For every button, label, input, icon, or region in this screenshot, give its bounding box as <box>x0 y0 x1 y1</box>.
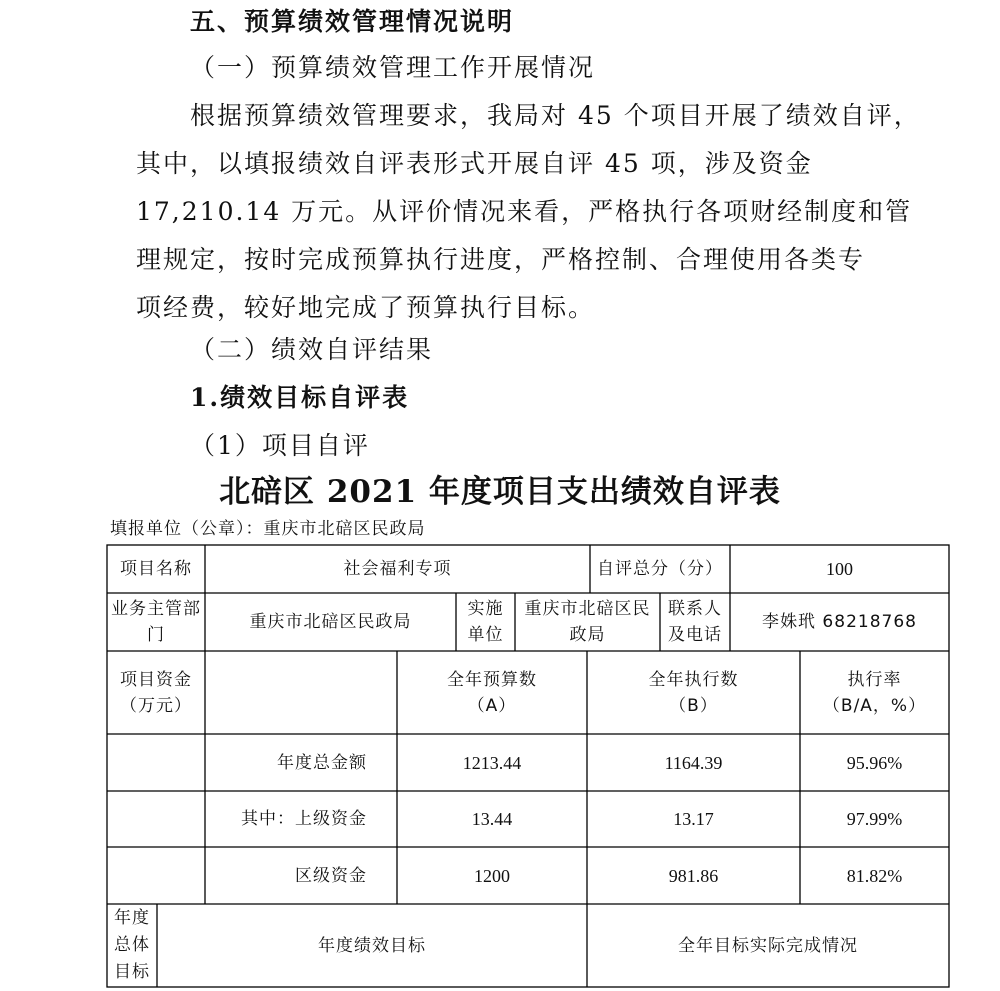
done-column-header: 全年目标实际完成情况 <box>678 935 858 956</box>
filing-unit: 填报单位（公章）：重庆市北碚区民政局 <box>110 519 426 539</box>
row-exec: 1164.39 <box>664 752 723 773</box>
contact-value: 李姝玳 68218768 <box>762 612 917 632</box>
row-label: 年度总金额 <box>277 752 367 773</box>
impl-value: 重庆市北碚区民政局 <box>524 599 651 645</box>
paragraph-line: 根据预算绩效管理要求，我局对 45 个项目开展了绩效自评， <box>190 101 921 130</box>
row-rate: 95.96% <box>846 752 903 773</box>
section-heading: 五、预算绩效管理情况说明 <box>190 7 515 36</box>
col-exec-sub: （B） <box>669 695 718 716</box>
row-exec: 13.17 <box>673 809 714 829</box>
project-name-label: 项目名称 <box>120 559 192 579</box>
row-rate: 97.99% <box>846 809 903 829</box>
col-budget-sub: （A） <box>467 695 517 716</box>
subsection-heading-2: （二）绩效自评结果 <box>190 335 434 364</box>
score-value: 100 <box>826 559 853 579</box>
subsection-heading-4: （1）项目自评 <box>190 431 370 460</box>
score-label: 自评总分（分） <box>597 559 723 579</box>
row-rate: 81.82% <box>846 865 903 886</box>
paragraph-line: 理规定，按时完成预算执行进度，严格控制、合理使用各类专 <box>136 245 866 274</box>
row-label: 其中：上级资金 <box>241 809 367 829</box>
row-budget: 1200 <box>474 865 510 886</box>
paragraph-line: 17,210.14 万元。从评价情况来看，严格执行各项财经制度和管 <box>136 197 913 226</box>
row-budget: 1213.44 <box>462 752 522 773</box>
funds-label: 项目资金（万元） <box>120 669 192 716</box>
col-budget-header <box>397 651 587 734</box>
col-rate-title: 执行率 <box>847 669 902 690</box>
row-label: 区级资金 <box>295 865 367 886</box>
goal-label: 年度总体目标 <box>114 908 150 982</box>
impl-label: 实施单位 <box>467 599 504 645</box>
col-exec-title: 全年执行数 <box>648 669 739 690</box>
project-name-value: 社会福利专项 <box>343 559 452 579</box>
col-rate-header <box>800 651 949 734</box>
row-exec: 981.86 <box>668 865 719 886</box>
col-exec-header <box>587 651 800 734</box>
col-rate-sub: （B/A，%） <box>822 695 927 716</box>
goal-column-header: 年度绩效目标 <box>318 935 426 956</box>
dept-value: 重庆市北碚区民政局 <box>249 612 412 632</box>
contact-label: 联系人及电话 <box>668 599 722 645</box>
table-title: 北碚区 2021 年度项目支出绩效自评表 <box>219 474 781 510</box>
dept-label: 业务主管部门 <box>111 599 201 645</box>
subsection-heading-1: （一）预算绩效管理工作开展情况 <box>190 53 596 82</box>
paragraph-line: 项经费，较好地完成了预算执行目标。 <box>136 293 596 322</box>
paragraph-line: 其中，以填报绩效自评表形式开展自评 45 项，涉及资金 <box>136 149 813 178</box>
col-budget-title: 全年预算数 <box>447 669 537 690</box>
row-budget: 13.44 <box>471 809 513 829</box>
subsection-heading-3: 1.绩效目标自评表 <box>190 383 410 412</box>
